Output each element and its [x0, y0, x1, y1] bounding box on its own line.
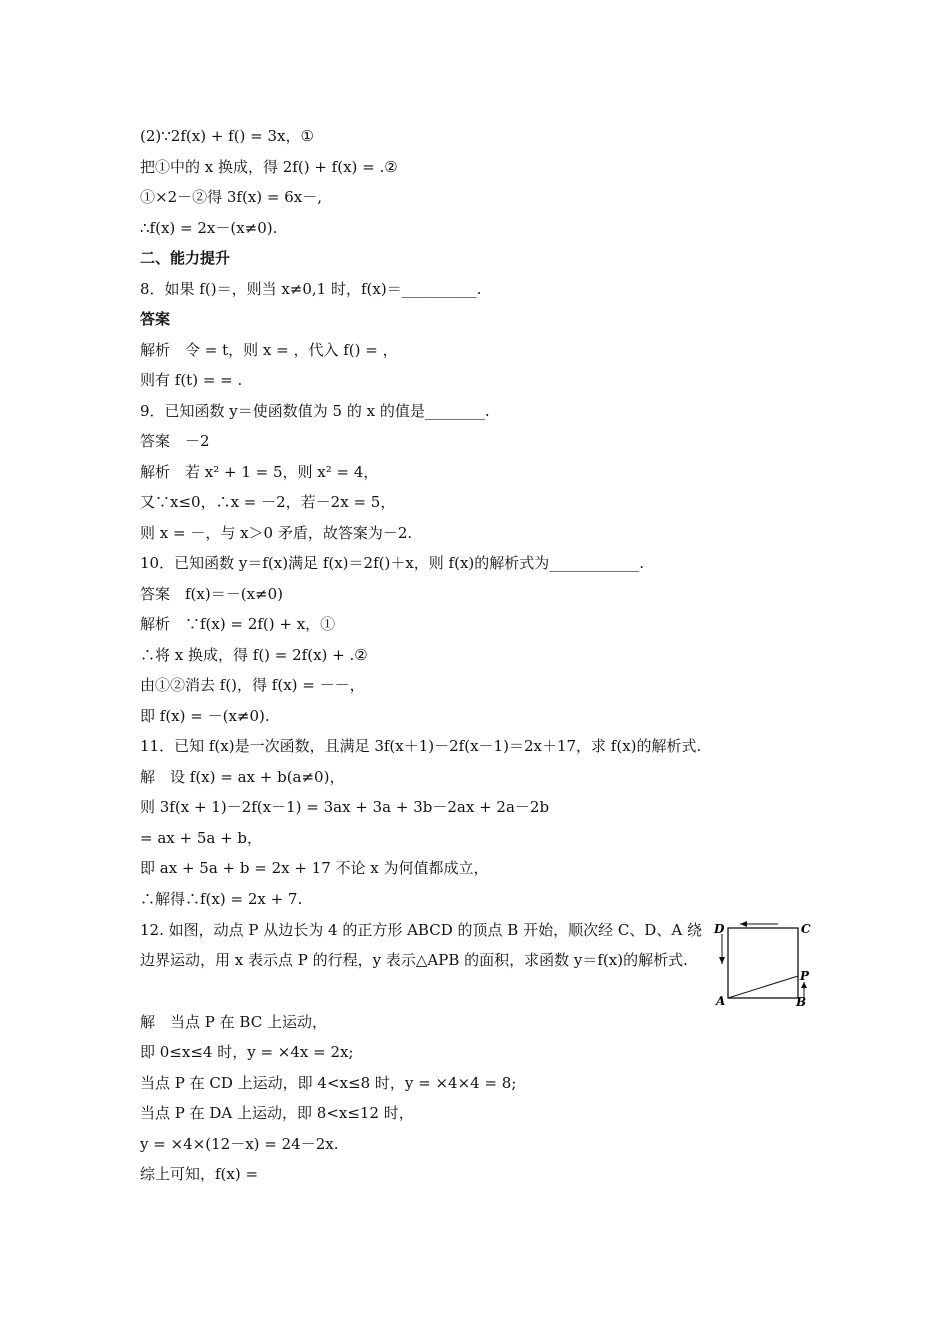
- label-p: P: [800, 969, 810, 983]
- text-line: ①×2－②得 3f(x) = 6x－,: [140, 188, 323, 206]
- text-line: 即 f(x) = －(x≠0).: [140, 707, 270, 725]
- text-line: 由①②消去 f()，得 f(x) = －－，: [140, 676, 365, 694]
- label-d: D: [714, 922, 725, 936]
- text-line: 即 0≤x≤4 时，y = ×4x = 2x;: [140, 1043, 354, 1061]
- text-line: 答案 －2: [140, 432, 210, 450]
- question-8: 8．如果 f()＝，则当 x≠0,1 时，f(x)＝__________.: [140, 280, 482, 298]
- segment-ap: [728, 976, 798, 998]
- label-b: B: [796, 995, 807, 1008]
- text-line: 则 x = －，与 x＞0 矛盾，故答案为－2.: [140, 524, 413, 542]
- arrow-top-head: [740, 921, 747, 927]
- text-line: 解 设 f(x) = ax + b(a≠0)，: [140, 768, 345, 786]
- text-line: 又∵x≤0，∴x = －2，若－2x = 5，: [140, 493, 396, 511]
- text-line: ∴将 x 换成，得 f() = 2f(x) + .②: [140, 646, 368, 664]
- text-line: y = ×4×(12－x) = 24－2x.: [140, 1135, 339, 1153]
- section-heading: 二、能力提升: [140, 249, 231, 267]
- label-c: C: [801, 922, 811, 936]
- text-line: 综上可知，f(x) =: [140, 1165, 259, 1183]
- text-line: 解析 令 = t，则 x = ，代入 f() = ，: [140, 341, 398, 359]
- text-line: 当点 P 在 CD 上运动，即 4<x≤8 时，y = ×4×4 = 8;: [140, 1074, 517, 1092]
- label-a: A: [716, 994, 726, 1008]
- text-line: ∴解得∴f(x) = 2x + 7.: [140, 890, 303, 908]
- answer-label: 答案: [140, 310, 171, 328]
- question-9: 9．已知函数 y＝使函数值为 5 的 x 的值是________.: [140, 402, 490, 420]
- text-line: 解 当点 P 在 BC 上运动，: [140, 1013, 327, 1031]
- text-line: 即 ax + 5a + b = 2x + 17 不论 x 为何值都成立，: [140, 859, 489, 877]
- text-line: 解析 若 x² + 1 = 5，则 x² = 4，: [140, 463, 379, 481]
- text-line: = ax + 5a + b，: [140, 829, 263, 847]
- text-line: 当点 P 在 DA 上运动，即 8<x≤12 时，: [140, 1104, 414, 1122]
- text-line: 解析 ∵f(x) = 2f() + x，①: [140, 615, 336, 633]
- question-11: 11．已知 f(x)是一次函数，且满足 3f(x＋1)－2f(x－1)＝2x＋17，求 f(x)的解析式.: [140, 737, 702, 755]
- text-line: 把①中的 x 换成，得 2f() + f(x) = .②: [140, 158, 398, 176]
- text-line: ∴f(x) = 2x－(x≠0).: [140, 219, 278, 237]
- arrow-left-head: [719, 957, 725, 964]
- text-line: 则 3f(x + 1)－2f(x－1) = 3ax + 3a + 3b－2ax + 2a－2b: [140, 798, 550, 816]
- question-10: 10．已知函数 y＝f(x)满足 f(x)＝2f()＋x，则 f(x)的解析式为____________.: [140, 554, 645, 572]
- text-line: 则有 f(t) = = .: [140, 371, 243, 389]
- question-12: 12. 如图，动点 P 从边长为 4 的正方形 ABCD 的顶点 B 开始，顺次经 C、D、A 绕边界运动，用 x 表示点 P 的行程，y 表示△APB 的面积，求函数 y＝f(x)的解析式.: [140, 921, 702, 969]
- text-line: 答案 f(x)＝－(x≠0): [140, 585, 283, 603]
- square-figure: [712, 918, 817, 1008]
- text-line: (2)∵2f(x) + f() = 3x，①: [140, 127, 314, 145]
